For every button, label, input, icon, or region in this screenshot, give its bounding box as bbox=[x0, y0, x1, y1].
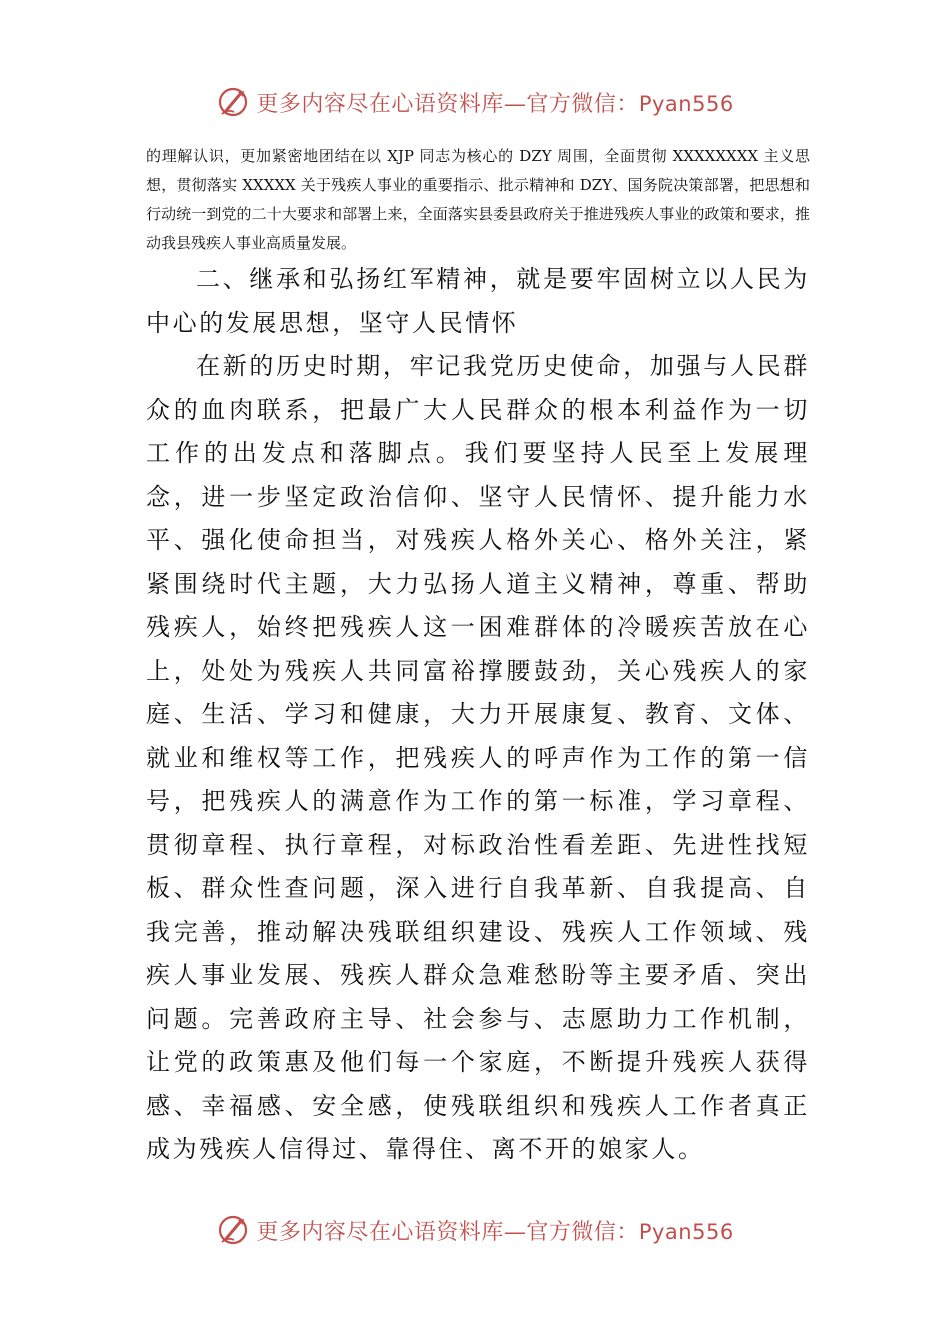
pen-logo-icon bbox=[216, 85, 250, 119]
header-watermark bbox=[0, 80, 950, 124]
section-heading: 二、继承和弘扬红军精神，就是要牢固树立以人民为中心的发展思想，坚守人民情怀 bbox=[146, 265, 810, 337]
pen-logo-icon bbox=[216, 1213, 250, 1247]
watermark-text: 更多内容尽在心语资料库—官方微信：Pyan556 bbox=[256, 1219, 734, 1245]
watermark-text: 更多内容尽在心语资料库—官方微信：Pyan556 bbox=[256, 91, 734, 117]
wechat-id: Pyan556 bbox=[638, 91, 734, 116]
section-body-paragraph: 在新的历史时期，牢记我党历史使命，加强与人民群众的血肉联系，把最广大人民群众的根本利益作为一切工作的出发点和落脚点。我们要坚持人民至上发展理念，进一步坚定政治信仰、坚守人民情怀、提升能力水平、强化使命担当，对残疾人格外关心、格外关注，紧紧围绕时代主题，大力弘扬人道主义精神，尊重、帮助残疾人，始终把残疾人这一困难群体的冷暖疾苦放在心上，处处为残疾人共同富裕撑腰鼓劲，关心残疾人的家庭、生活、学习和健康，大力开展康复、教育、文体、就业和维权等工作，把残疾人的呼声作为工作的第一信号，把残疾人的满意作为工作的第一标准，学习章程、贯彻章程、执行章程，对标政治性看差距、先进性找短板、群众性查问题，深入进行自我革新、自我提高、自我完善，推动解决残联组织建设、残疾人工作领域、残疾人事业发展、残疾人群众急难愁盼等主要矛盾、突出问题。完善政府主导、社会参与、志愿助力工作机制，让党的政策惠及他们每一个家庭，不断提升残疾人获得感、幸福感、安全感，使残联组织和残疾人工作者真正成为残疾人信得过、靠得住、离不开的娘家人。 bbox=[146, 352, 810, 1163]
wechat-id: Pyan556 bbox=[638, 1219, 734, 1244]
intro-paragraph: 的理解认识，更加紧密地团结在以 XJP 同志为核心的 DZY 周围，全面贯彻 XXXXXXXX 主义思想，贯彻落实 XXXXX 关于残疾人事业的重要指示、批示精神和 DZY、国务院决策部署，把思想和行动统一到党的二十大要求和部署上来，全面落实县委县政府关于推进残疾人事业的政策和要求，推动我县残疾人事业高质量发展。 bbox=[146, 147, 810, 252]
footer-watermark bbox=[0, 1208, 950, 1252]
